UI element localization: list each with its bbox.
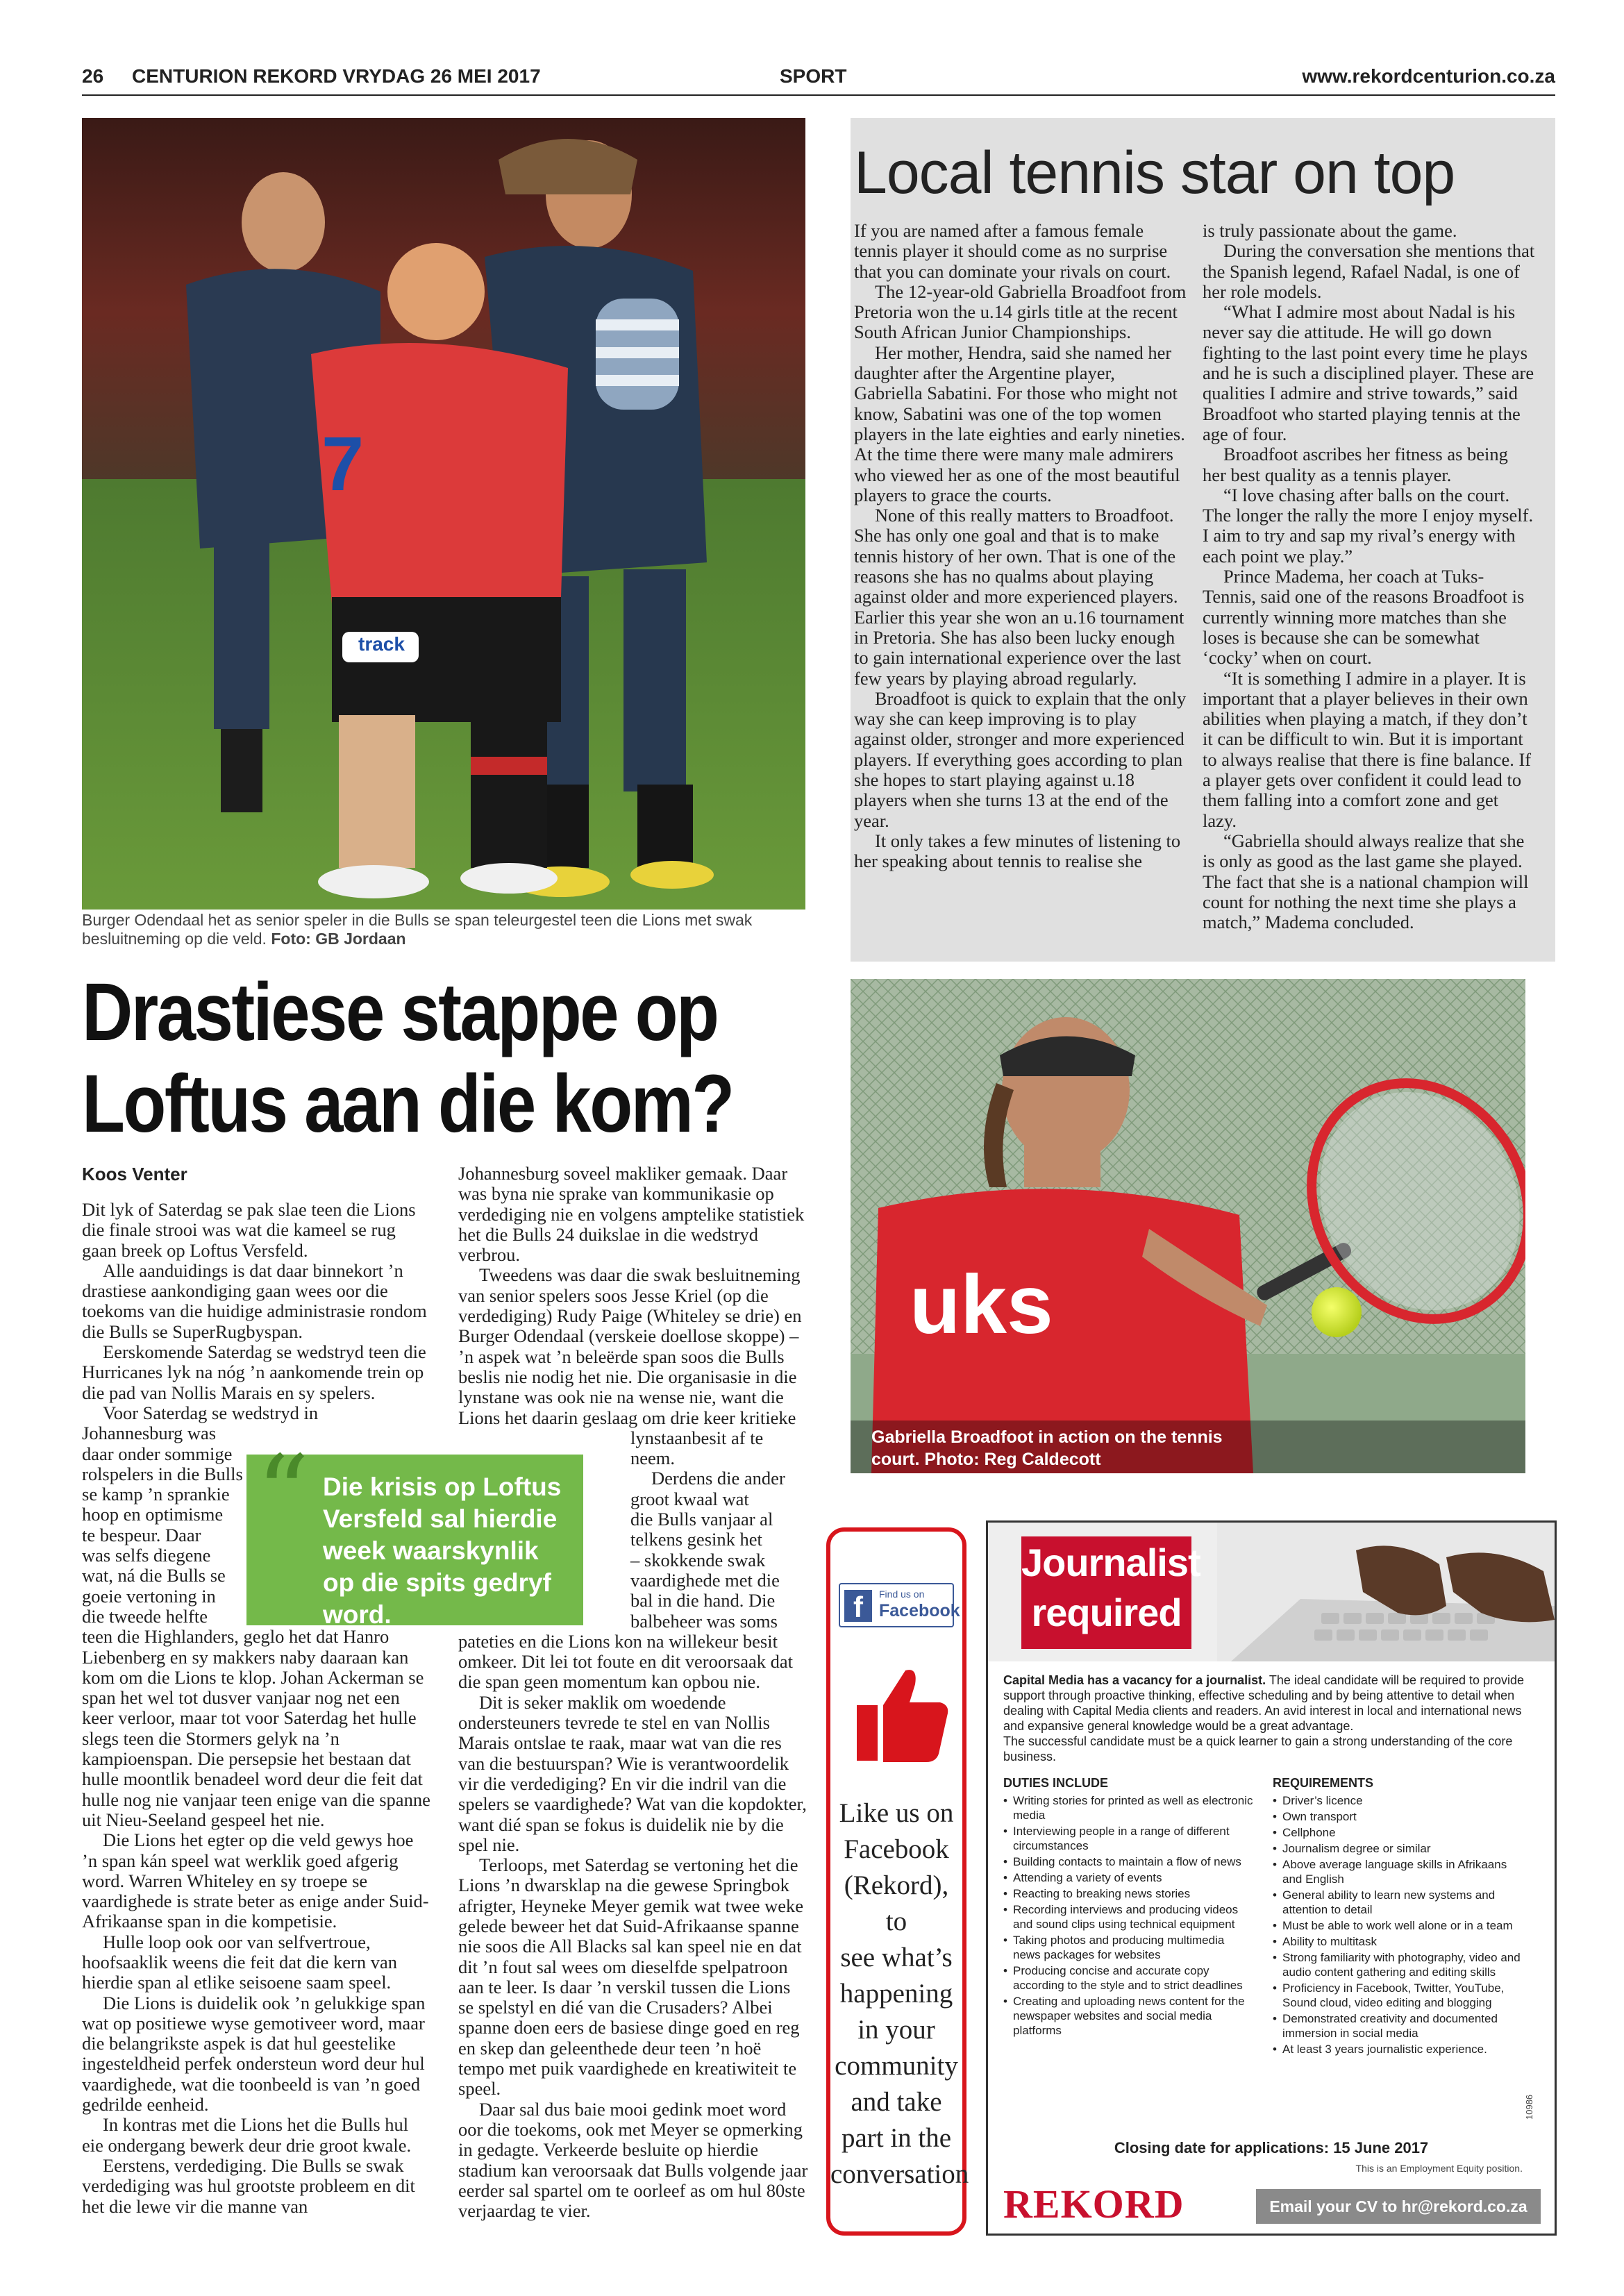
badge-large-text: Facebook bbox=[879, 1601, 960, 1620]
wrap-line: wat, ná die Bulls se bbox=[82, 1565, 226, 1586]
wrap-line: Johannesburg was bbox=[82, 1423, 217, 1444]
tennis-photo-caption bbox=[851, 1421, 1525, 1473]
paragraph: If you are named after a famous female tennis player it should come as no surprise that you can dominate your rivals on court. bbox=[854, 220, 1171, 282]
intro-bold: Capital Media has a vacancy for a journalist. bbox=[1003, 1673, 1266, 1687]
rekord-logo: REKORD bbox=[1003, 2181, 1184, 2227]
ad-line: see what’s bbox=[840, 1943, 953, 1972]
facebook-ad-text bbox=[830, 1795, 969, 2193]
paragraph: None of this really matters to Broadfoot. She has only one goal and that is to make tennis history of her own. That is one of the reasons she has no qualms about playing against older and more experienced players. Earlier this year she won an u.16 tournament in Pretoria. She has also been lucky enough to gain international experience over the last few years by playing abroad regularly. bbox=[854, 505, 1184, 689]
job-ad-header bbox=[988, 1523, 1555, 1661]
duty-item: • Recording interviews and producing videos and sound clips using technical equipment bbox=[1003, 1902, 1253, 1932]
requirement-item: • Above average language skills in Afrikaans and English bbox=[1273, 1857, 1530, 1886]
requirement-item: • Journalism degree or similar bbox=[1273, 1841, 1530, 1856]
requirements-section bbox=[1273, 1776, 1530, 2058]
requirement-item: • Ability to multitask bbox=[1273, 1934, 1530, 1949]
paragraph: Dit lyk of Saterdag se pak slae teen die Lions die finale strooi was wat die kameel se rug gaan breek op Loftus Versfeld. bbox=[82, 1199, 416, 1261]
tennis-column-2 bbox=[1203, 221, 1536, 957]
ad-line: conversation bbox=[830, 2159, 969, 2189]
equity-note: This is an Employment Equity position. bbox=[1355, 2163, 1523, 2174]
paragraph: Broadfoot ascribes her fitness as being her best quality as a tennis player. bbox=[1203, 444, 1508, 485]
duty-item: • Creating and uploading news content for the newspaper websites and social media platforms bbox=[1003, 1994, 1253, 2038]
jersey-number: 7 bbox=[321, 421, 365, 507]
quote-mark-icon: “ bbox=[256, 1434, 310, 1555]
journalist-job-ad bbox=[986, 1520, 1557, 2236]
wrap-line: neem. bbox=[630, 1448, 676, 1469]
ad-line: Facebook bbox=[844, 1834, 949, 1864]
pull-quote bbox=[246, 1434, 583, 1629]
caption-line: court. Photo: Reg Caldecott bbox=[871, 1450, 1101, 1469]
requirement-item: • Strong familiarity with photography, video and audio content gathering and editing skills bbox=[1273, 1950, 1530, 1979]
duties-list bbox=[1003, 1793, 1253, 2038]
tennis-article bbox=[851, 118, 1555, 962]
wrap-line: daar onder sommige bbox=[82, 1443, 233, 1464]
paragraph: It only takes a few minutes of listening to her speaking about tennis to realise she bbox=[854, 830, 1181, 872]
intro-text-2: The successful candidate must be a quick learner to gain a strong understanding of the core business. bbox=[1003, 1734, 1513, 1763]
wrap-line: goeie vertoning in bbox=[82, 1585, 216, 1607]
headline-line-1: Drastiese stappe op bbox=[82, 966, 718, 1058]
requirements-heading: REQUIREMENTS bbox=[1273, 1776, 1374, 1790]
caption-line: Gabriella Broadfoot in action on the tennis bbox=[871, 1427, 1223, 1447]
job-title bbox=[1021, 1538, 1200, 1638]
wrap-line: se kamp ’n sprankie bbox=[82, 1484, 230, 1505]
paragraph: Daar sal dus baie mooi gedink moet word oor die toekoms, ook met Meyer se opmerking in gedagte. Verkeerde besluite op hierdie stadium kan veroorsaak dat Bulls volgende jaar eerder sal spartel om te oorleef as om hul 80ste verjaardag te vier. bbox=[458, 2098, 808, 2222]
paragraph: Die Lions het egter op die veld gewys hoe ’n span kán speel wat werklik goed afgerig word. Warren Whiteley en sy troepe se vaardighede is strate beter as enige ander Suid-Afrikaanse span in die kompetisie. bbox=[82, 1829, 429, 1932]
requirement-item: • Driver’s licence bbox=[1273, 1793, 1530, 1808]
wrap-line: was selfs diegene bbox=[82, 1545, 211, 1566]
wrap-line: te bespeur. Daar bbox=[82, 1524, 201, 1545]
wrap-line: telkens gesink het bbox=[630, 1529, 762, 1550]
requirement-item: • Proficiency in Facebook, Twitter, YouTube, Sound cloud, video editing and blogging bbox=[1273, 1981, 1530, 2010]
paragraph: During the conversation she mentions that the Spanish legend, Rafael Nadal, is one of her role models. bbox=[1203, 240, 1535, 302]
rugby-headline-block bbox=[82, 966, 805, 1161]
duty-item: • Writing stories for printed as well as electronic media bbox=[1003, 1793, 1253, 1822]
paragraph: teen die Highlanders, geglo het dat Hanro Liebenberg en sy makkers naby daaraan kan kom om die Lions te klop. Johan Ackerman se span het wel tot dusver vanjaar nog net een keer verloor, maar tot voor Saterdag het hulle slegs teen die Stormers gelyk na ’n kampioenspan. Die persepsie het bestaan dat hulle moontlik benadeel word deur die feit dat hulle nog nie vanjaar teen enige van die spanne uit Nieu-Seeland gespeel het nie. bbox=[82, 1626, 430, 1830]
paragraph: The 12-year-old Gabriella Broadfoot from Pretoria won the u.14 girls title at the recent South African Junior Championships. bbox=[854, 280, 1187, 343]
sponsor-logo: track bbox=[358, 633, 405, 655]
paragraph: “It is something I admire in a player. It is important that a player believes in their own abilities when playing a match, if they don’t it can be difficult to win. But it is important to always realise that there is fine balance. If a player gets over confident it could lead to them falling into a comfort zone and get lazy. bbox=[1203, 667, 1532, 831]
duty-item: • Reacting to breaking news stories bbox=[1003, 1886, 1253, 1901]
paragraph: Voor Saterdag se wedstryd in bbox=[103, 1402, 319, 1423]
paragraph: Tweedens was daar die swak besluitneming van senior spelers soos Jesse Kriel (op die verdediging) Rudy Paige (Whiteley se drie) en Burger Odendaal (verskeie doellose skoppe) – ’n aspek wat ’n beleërde span soos die Bulls beslis nie nodig het nie. Die organisasie in die lynstane was ook nie na wense nie, want die Lions het daarin geslaag om drie keer kritieke bbox=[458, 1264, 802, 1428]
wrap-line: balbeheer was soms bbox=[630, 1610, 778, 1632]
paragraph: Eerskomende Saterdag se wedstryd teen die Hurricanes lyk na nóg ’n aankomende trein op die pad van Nollis Marais en sy spelers. bbox=[82, 1341, 426, 1403]
headline-line-2: Loftus aan die kom? bbox=[82, 1058, 733, 1150]
rugby-column-1 bbox=[82, 1200, 433, 2255]
rugby-column-2 bbox=[458, 1164, 809, 2254]
duties-heading: DUTIES INCLUDE bbox=[1003, 1776, 1109, 1790]
duty-item: • Interviewing people in a range of different circumstances bbox=[1003, 1824, 1253, 1853]
tennis-photo bbox=[851, 979, 1525, 1473]
wrap-line: hoop en optimisme bbox=[82, 1504, 224, 1525]
paragraph: Alle aanduidings is dat daar binnekort ’n drastiese aankondiging gaan wees oor die toekoms van die huidige administrasie rondom die Bulls se SuperRugbyspan. bbox=[82, 1259, 427, 1342]
paragraph: is truly passionate about the game. bbox=[1203, 220, 1457, 241]
thumbs-up-icon bbox=[843, 1657, 954, 1768]
paragraph: Die Lions is duidelik ook ’n gelukkige span wat op positiewe wyse gemotiveer word, maar die belangrikste aspek is dat hul geestelike ingesteldheid perfek ondersteun word deur hul vaardighede, wat die toonbeeld is van ’n goed gedrilde eenheid. bbox=[82, 1992, 426, 2115]
requirement-item: • Cellphone bbox=[1273, 1825, 1530, 1840]
paragraph: Dit is seker maklik om woedende ondersteuners tevrede te stel en van Nollis Marais ontslae te raak, maar wat van die res van die bestuurspan? Wie is verantwoordelik vir die verdediging? En vir die indril van die spelers se vaardighede? Wat van die kopdokter, want dié span se fokus is duidelik nie by die spel nie. bbox=[458, 1691, 807, 1855]
wrap-line: bal in die hand. Die bbox=[630, 1590, 776, 1611]
facebook-f-icon: f bbox=[844, 1590, 872, 1622]
duty-item: • Producing concise and accurate copy according to the style and to strict deadlines bbox=[1003, 1963, 1253, 1993]
ad-line: community bbox=[835, 2051, 958, 2081]
wrap-line: rolspelers in die Bulls bbox=[82, 1463, 243, 1484]
rugby-headline bbox=[82, 966, 733, 1150]
keyboard-hands-image bbox=[1217, 1523, 1555, 1661]
paragraph: “What I admire most about Nadal is his never say die attitude. He will go down fighting to the last point every time he plays and he is such a disciplined player. These are qualities I admire and strive towards,” said Broadfoot who started playing tennis at the age of four. bbox=[1203, 301, 1534, 444]
badge-small-text: Find us on bbox=[879, 1589, 925, 1600]
requirement-item: • Own transport bbox=[1273, 1809, 1530, 1824]
paragraph: Terloops, met Saterdag se vertoning het die Lions ’n dwarsklap na die gewese Springbok afrigter, Heyneke Meyer gemik wat twee weke gelede beweer het dat Suid-Afrikaanse spanne nie soos die All Blacks sal kan speel nie en dat dit ’n fout sal wees om dieselfde spelpatroon aan te leer. Is daar ’n verskil tussen die Lions se spelstyl en dié van die Crusaders? Albei spanne doen eers de basiese dinge goed en reg en skep dan geleenthede deur teen ’n hoë tempo met puik vaardighede en kreatiwiteit te speel. bbox=[458, 1854, 804, 2100]
ad-line: (Rekord), to bbox=[844, 1870, 949, 1936]
ad-line: Like us on bbox=[839, 1798, 954, 1828]
page-number: 26 bbox=[82, 65, 104, 87]
duties-section bbox=[1003, 1776, 1253, 2039]
paragraph: “I love chasing after balls on the court. The longer the rally the more I enjoy myself. I aim to try and sap my rival’s energy with each point we play.” bbox=[1203, 484, 1534, 567]
wrap-line: vaardighede met die bbox=[630, 1569, 780, 1591]
wrap-around-lines bbox=[630, 1428, 809, 1632]
ad-line: and take bbox=[851, 2087, 942, 2117]
job-intro bbox=[1003, 1673, 1541, 1764]
rugby-photo-caption bbox=[82, 911, 805, 954]
website-link[interactable]: www.rekordcenturion.co.za bbox=[1302, 65, 1555, 87]
ad-line: part in the bbox=[841, 2123, 952, 2153]
tennis-article-title: Local tennis star on top bbox=[854, 140, 1455, 206]
requirements-list bbox=[1273, 1793, 1530, 2056]
requirement-item: • General ability to learn new systems and attention to detail bbox=[1273, 1888, 1530, 1917]
job-title-line: required bbox=[1031, 1591, 1182, 1634]
section-label: SPORT bbox=[780, 65, 847, 87]
paragraph: Eerstens, verdediging. Die Bulls se swak verdediging was hul grootste probleem en dit het die lewe vir die manne van bbox=[82, 2154, 415, 2217]
requirement-item: • Demonstrated creativity and documented immersion in social media bbox=[1273, 2011, 1530, 2041]
wrap-line: groot kwaal wat bbox=[630, 1488, 749, 1509]
requirement-item: • Must be able to work well alone or in a team bbox=[1273, 1918, 1530, 1933]
job-title-line: Journalist bbox=[1021, 1541, 1200, 1584]
ad-line: happening bbox=[839, 1979, 953, 2009]
duty-item: • Building contacts to maintain a flow of news bbox=[1003, 1854, 1253, 1869]
facebook-badge[interactable] bbox=[839, 1583, 960, 1627]
requirement-item: • At least 3 years journalistic experience. bbox=[1273, 2042, 1530, 2056]
duty-item: • Taking photos and producing multimedia news packages for websites bbox=[1003, 1933, 1253, 1962]
duty-item: • Attending a variety of events bbox=[1003, 1870, 1253, 1885]
intro-text: The ideal candidate will be required to provide support through proactive thinking, effective scheduling and by being attentive to detail when dealing with Capital Media clients and readers. An avid interest in local and international news and expansive general knowledge would be a great advantage. bbox=[1003, 1673, 1525, 1733]
photo-credit: Foto: GB Jordaan bbox=[271, 930, 406, 948]
paragraph: pateties en die Lions kon na willekeur besit omkeer. Dit lei tot foute en dit veroorsaak dat die span geen momentum kan opbou nie. bbox=[458, 1630, 794, 1693]
wrap-line: die tweede helfte bbox=[82, 1605, 208, 1627]
wrap-line: die Bulls vanjaar al bbox=[630, 1509, 773, 1530]
paragraph: Johannesburg soveel makliker gemaak. Daar was byna nie sprake van kommunikasie op verdediging nie en volgens amptelike statistiek het die Bulls 24 duikslae in die wedstryd verbrou. bbox=[458, 1163, 805, 1266]
pull-quote-text: Die krisis op Loftus Versfeld sal hierdie week waarskynlik op die spits gedryf word. bbox=[323, 1473, 562, 1629]
shirt-logo: uks bbox=[910, 1258, 1053, 1351]
wrap-around-lines bbox=[82, 1423, 249, 1627]
closing-date: Closing date for applications: 15 June 2017 bbox=[1114, 2139, 1429, 2156]
email-cv-link[interactable]: Email your CV to hr@rekord.co.za bbox=[1256, 2189, 1541, 2224]
paragraph: Hulle loop ook oor van selfvertroue, hoofsaaklik weens die feit dat die kern van hierdie span al etlike seisoene saam speel. bbox=[82, 1931, 398, 1993]
tennis-column-1 bbox=[854, 221, 1187, 957]
wrap-line: lynstaanbesit af te bbox=[630, 1427, 764, 1448]
paragraph: In kontras met die Lions het die Bulls hul eie ondergang bewerk deur drie groot kwale. bbox=[82, 2114, 412, 2156]
paragraph: Her mother, Hendra, said she named her daughter after the Argentine player, Gabriella Sabatini. For those who might not know, Sabatini was one of the top women players in the late eighties and early nineties. At the time there were many male admirers who viewed her as one of the most beautiful players to grace the courts. bbox=[854, 342, 1185, 505]
wrap-line: Derdens die ander bbox=[651, 1468, 785, 1489]
masthead bbox=[82, 60, 1555, 96]
paper-date: CENTURION REKORD VRYDAG 26 MEI 2017 bbox=[132, 65, 541, 87]
ad-line: in your bbox=[857, 2015, 935, 2045]
paragraph: Broadfoot is quick to explain that the only way she can keep improving is to play against older, stronger and more experienced players. If everything goes according to plan she hopes to start playing against u.18 players when she turns 13 at the end of the year. bbox=[854, 687, 1187, 831]
paragraph: “Gabriella should always realize that she is only as good as the last game she played. The fact that she is a national champion will count for nothing the next time she plays a match,” Madema concluded. bbox=[1203, 830, 1529, 933]
rugby-photo bbox=[82, 118, 805, 910]
byline: Koos Venter bbox=[82, 1164, 187, 1184]
caption-text: Burger Odendaal het as senior speler in die Bulls se span teleurgestel teen die Lions met swak besluitneming op die veld. bbox=[82, 911, 753, 948]
paragraph: Prince Madema, her coach at Tuks-Tennis, said one of the reasons Broadfoot is currently winning more matches than she loses is because she can be somewhat ‘cocky’ when on court. bbox=[1203, 566, 1525, 669]
wrap-line: – skokkende swak bbox=[630, 1549, 766, 1570]
ad-code: 10986 bbox=[1524, 2094, 1534, 2120]
facebook-ad[interactable] bbox=[826, 1527, 969, 2236]
